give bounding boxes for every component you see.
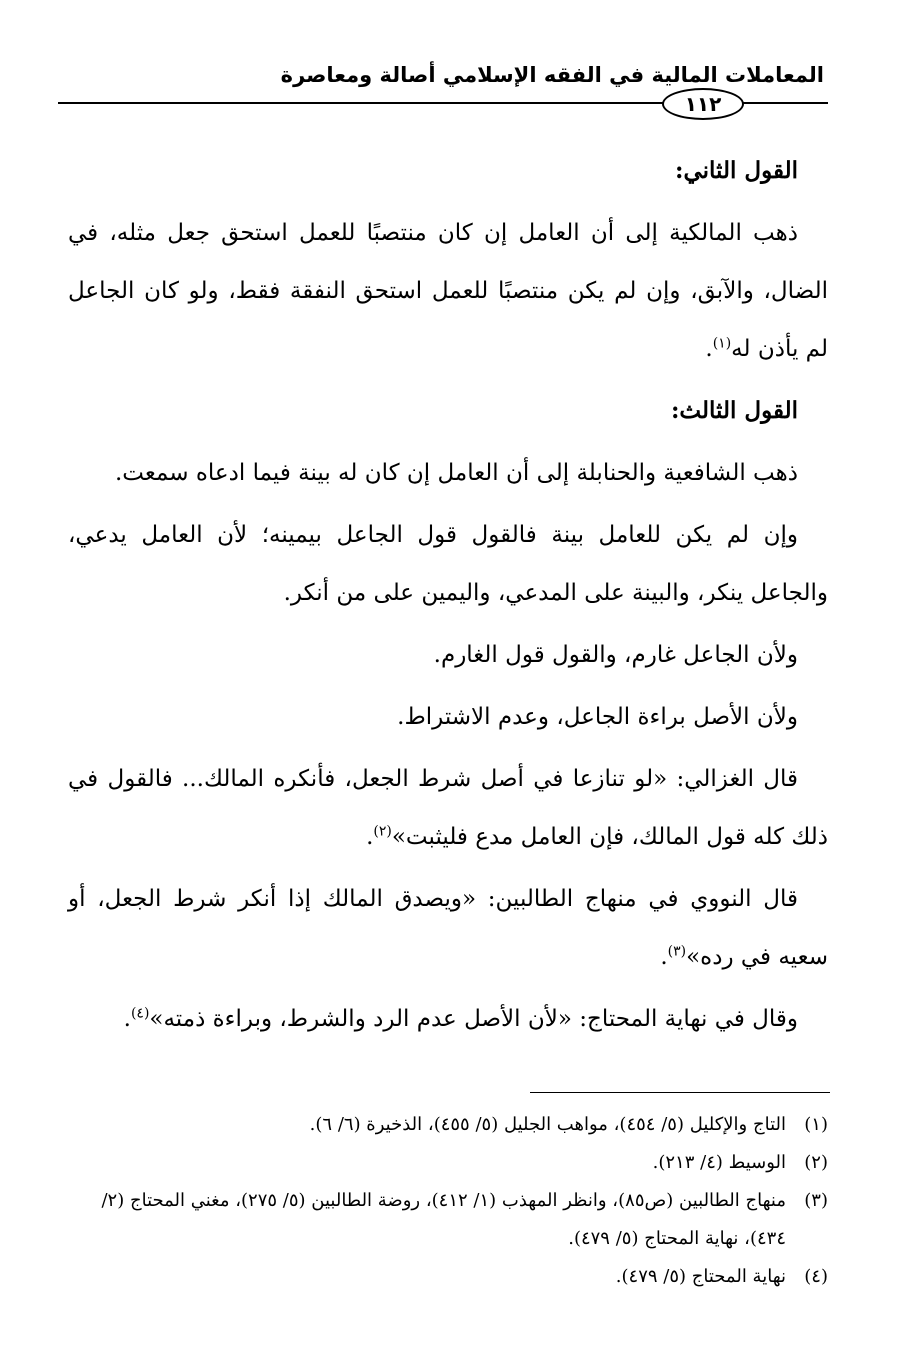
- paragraph: ذهب المالكية إلى أن العامل إن كان منتصبًا للعمل استحق جعل مثله، في الضال، والآبق، وإن لم يكن منتصبًا للعمل استحق النفقة فقط، ولو كان الجاعل لم يأذن له$^{(١)}$.: [68, 220, 828, 362]
- footnote-ref: (٣): [667, 943, 687, 960]
- footnote-ref: (٢): [373, 823, 392, 840]
- paragraph: ولأن الجاعل غارم، والقول قول الغارم.: [433, 642, 798, 668]
- paragraph: ذهب الشافعية والحنابلة إلى أن العامل إن كان له بينة فيما ادعاه سمعت.: [114, 460, 798, 486]
- footnote-number: (١): [804, 1114, 828, 1135]
- section-heading-third-opinion: القول الثالث:: [670, 397, 798, 424]
- footnote-text: التاج والإكليل (٥/ ٤٥٤)، مواهب الجليل (٥/ ٤٥٥)، الذخيرة (٦/ ٦).: [309, 1114, 786, 1135]
- footnote-text: الوسيط (٤/ ٢١٣).: [652, 1152, 786, 1173]
- paragraph-text: وقال في نهاية المحتاج: «لأن الأصل عدم الرد والشرط، وبراءة ذمته»: [149, 1006, 798, 1032]
- paragraph-text: قال الغزالي: «لو تنازعا في أصل شرط الجعل، فأنكره المالك... فالقول في ذلك كله قول المالك، فإن العامل مدع فليثبت»: [68, 766, 828, 850]
- footnote-text: نهاية المحتاج (٥/ ٤٧٩).: [615, 1266, 786, 1287]
- section-heading-second-opinion: القول الثاني:: [674, 157, 798, 184]
- footnote: [58, 1106, 828, 1144]
- paragraph-text: قال النووي في منهاج الطالبين: «ويصدق المالك إذا أنكر شرط الجعل، أو سعيه في رده»: [68, 886, 828, 970]
- footnote-ref: (١): [712, 335, 732, 352]
- paragraph: قال النووي في منهاج الطالبين: «ويصدق المالك إذا أنكر شرط الجعل، أو سعيه في رده»$^{(٣)}$.: [68, 886, 828, 970]
- footnote: [58, 1144, 828, 1182]
- footnote-number: (٢): [804, 1152, 828, 1173]
- footnotes: [58, 1106, 828, 1296]
- footnote: [58, 1258, 828, 1296]
- paragraph-text: ذهب المالكية إلى أن العامل إن كان منتصبًا للعمل استحق جعل مثله، في الضال، والآبق، وإن لم يكن منتصبًا للعمل استحق النفقة فقط، ولو كان الجاعل لم يأذن له: [68, 220, 828, 362]
- paragraph: وإن لم يكن للعامل بينة فالقول قول الجاعل بيمينه؛ لأن العامل يدعي، والجاعل ينكر، والبينة على المدعي، واليمين على من أنكر.: [68, 522, 828, 606]
- main-text: [68, 142, 828, 1048]
- footnote: [58, 1182, 828, 1258]
- paragraph: قال الغزالي: «لو تنازعا في أصل شرط الجعل، فأنكره المالك... فالقول في ذلك كله قول المالك، فإن العامل مدع فليثبت»$^{(٢)}$.: [68, 766, 828, 850]
- footnote-text: منهاج الطالبين (ص٨٥)، وانظر المهذب (١/ ٤١٢)، روضة الطالبين (٥/ ٢٧٥)، مغني المحتاج (٢/ ٤٣٤)، نهاية المحتاج (٥/ ٤٧٩).: [101, 1190, 786, 1249]
- paragraph: ولأن الأصل براءة الجاعل، وعدم الاشتراط.: [397, 704, 798, 730]
- footnote-number: (٤): [804, 1266, 828, 1287]
- page-number: ١١٢: [662, 88, 744, 120]
- paragraph: وقال في نهاية المحتاج: «لأن الأصل عدم الرد والشرط، وبراءة ذمته»$^{(٤)}$.: [123, 1005, 798, 1032]
- footnote-ref: (٤): [130, 1005, 150, 1022]
- footnote-separator: [530, 1092, 830, 1093]
- footnote-number: (٣): [804, 1190, 828, 1211]
- running-title: المعاملات المالية في الفقه الإسلامي أصالة ومعاصرة: [280, 63, 824, 87]
